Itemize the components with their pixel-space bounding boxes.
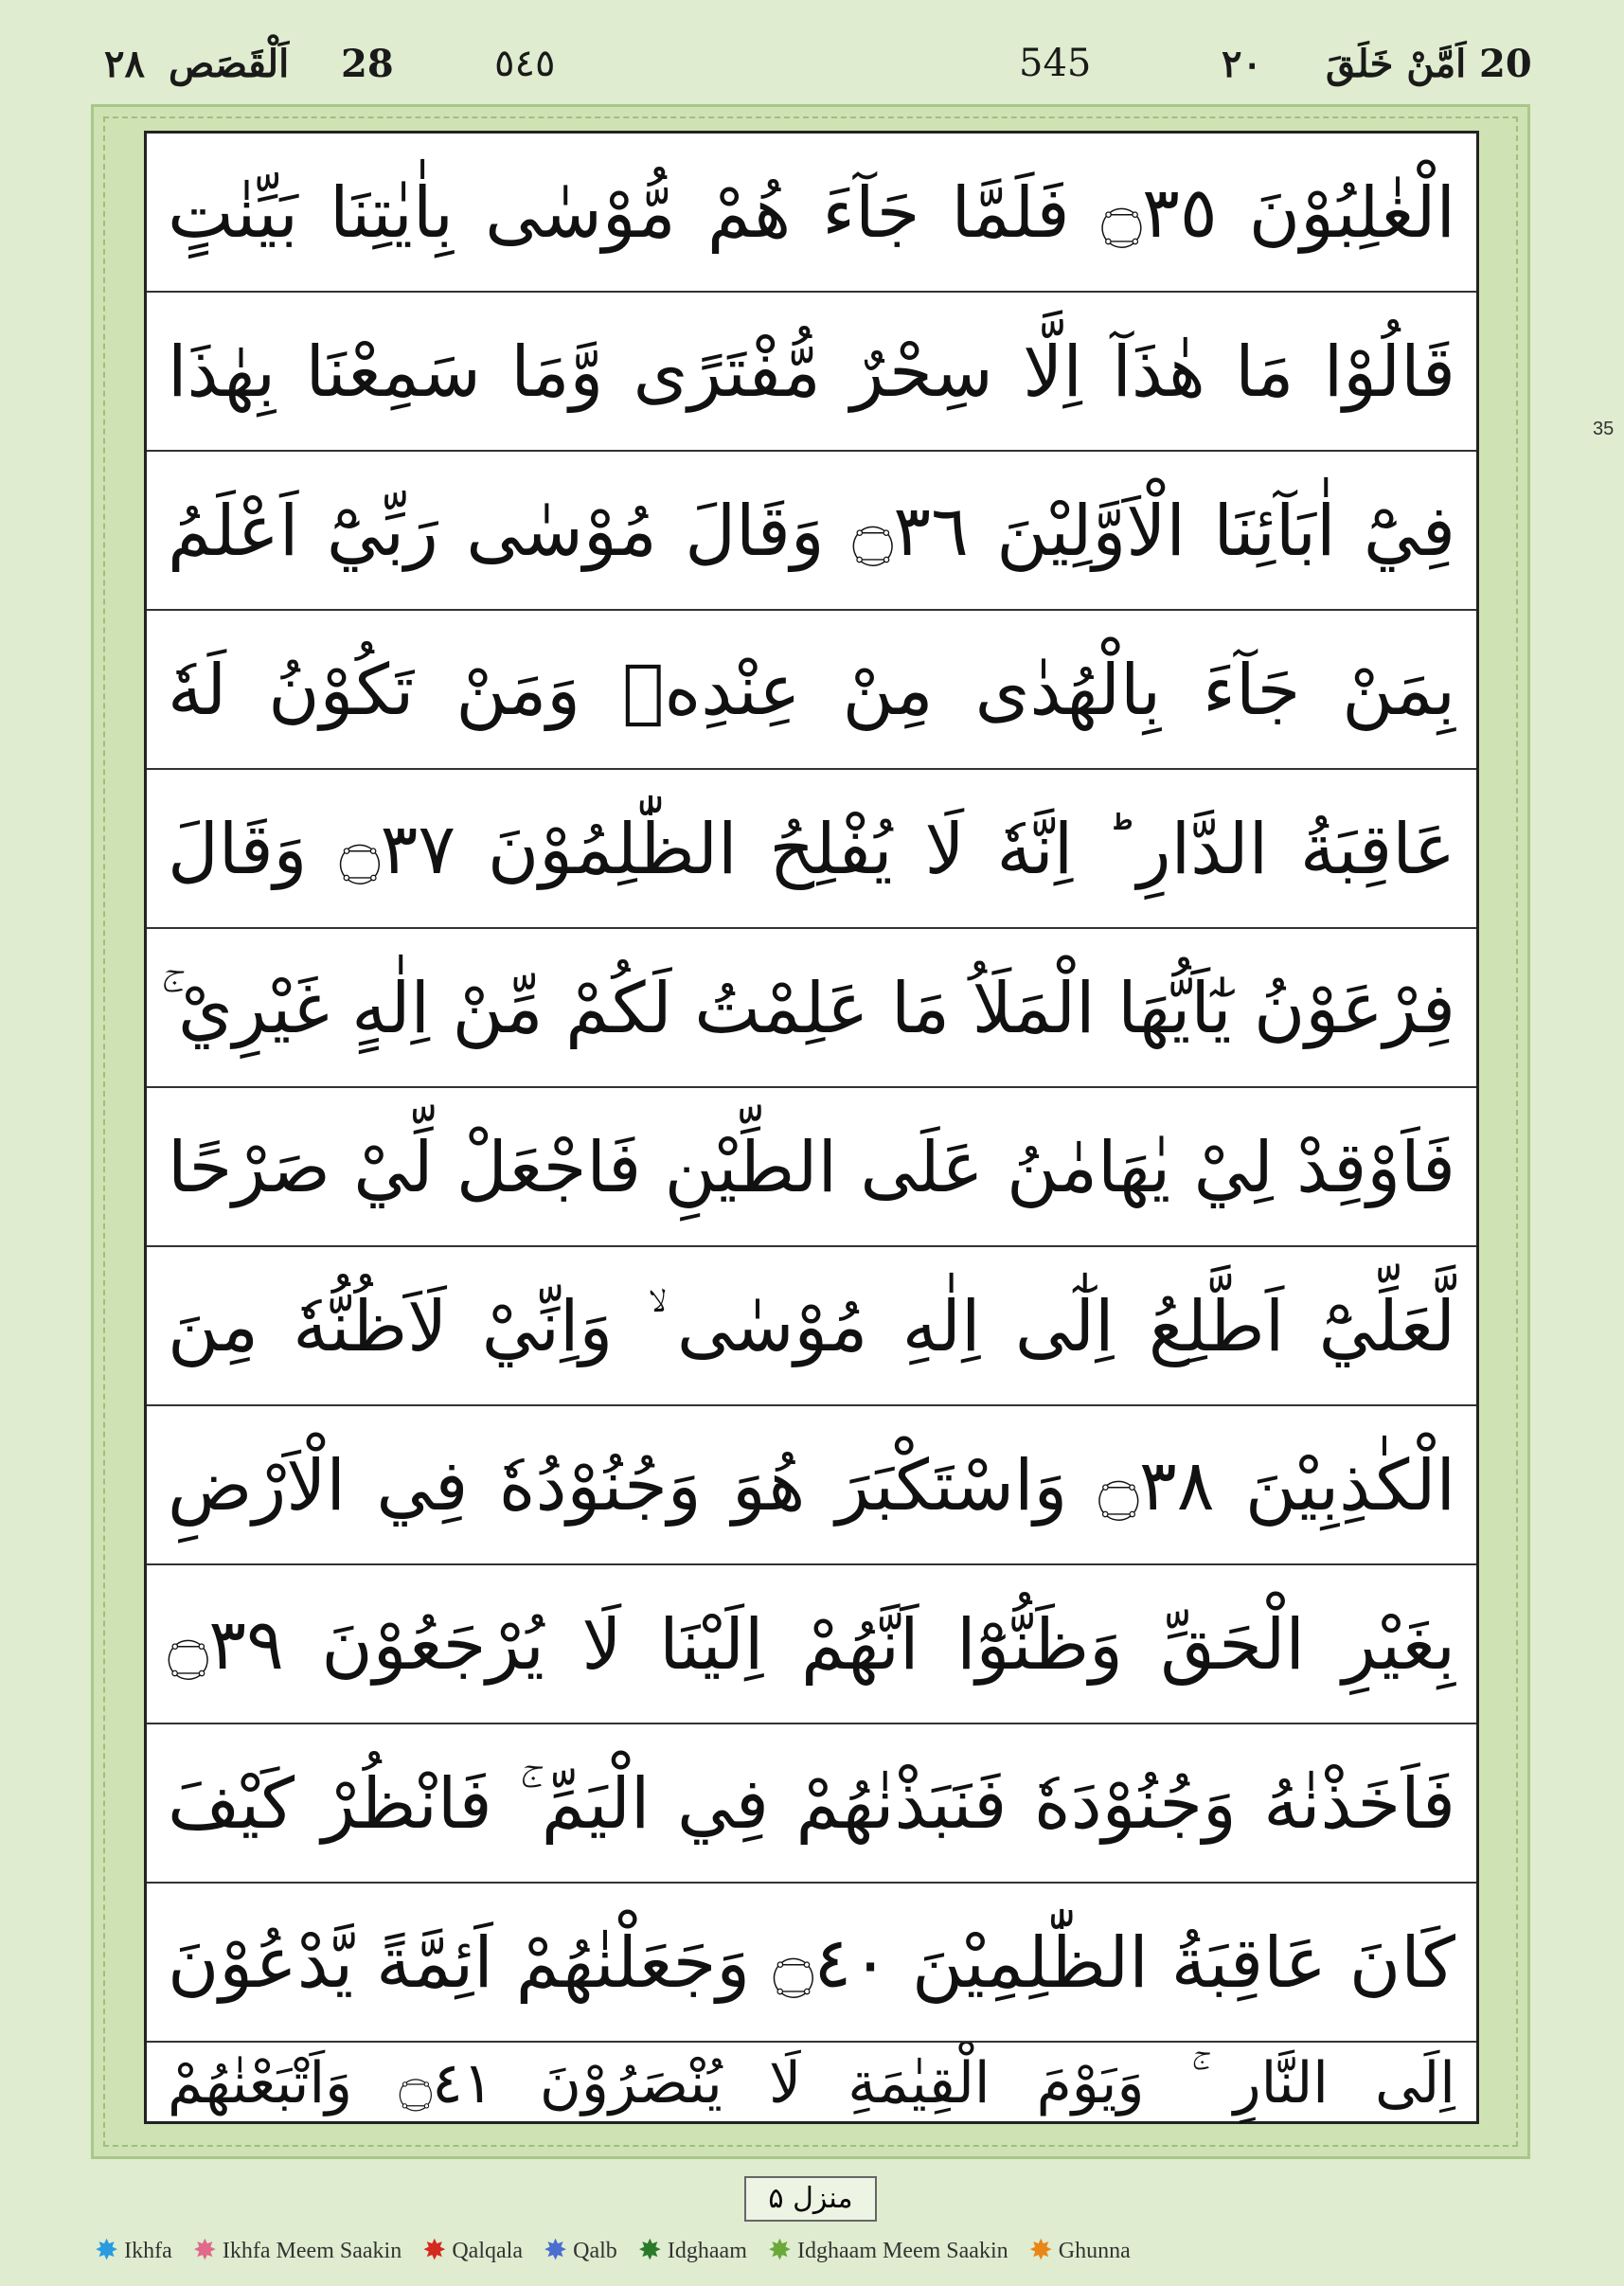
text-line-6: فِرْعَوْنُ يٰٓاَيُّهَا الْمَلَاُ مَا عَلِمْتُ لَكُمْ مِّنْ اِلٰهٍ غَيْرِيْ ۚ bbox=[147, 929, 1476, 1088]
legend-label: Idghaam Meem Saakin bbox=[797, 2238, 1008, 2263]
star-icon: ✸ bbox=[1028, 2235, 1053, 2266]
legend-item-ikhfa-meem-saakin bbox=[193, 2237, 402, 2265]
text-line-9: الْكٰذِبِيْنَ ۝٣٨ وَاسْتَكْبَرَ هُوَ وَجُنُوْدُهٗ فِي الْاَرْضِ bbox=[147, 1406, 1476, 1565]
text-line-13: اِلَى النَّارِ ۚ وَيَوْمَ الْقِيٰمَةِ لَا يُنْصَرُوْنَ ۝٤١ وَاَتْبَعْنٰهُمْ bbox=[168, 2050, 1455, 2116]
page-header bbox=[104, 42, 1532, 98]
quran-text-panel bbox=[144, 131, 1479, 2124]
star-icon: ✸ bbox=[637, 2235, 662, 2266]
surah-name: اَلْقَصَص bbox=[169, 42, 290, 86]
text-line-10: بِغَيْرِ الْحَقِّ وَظَنُّوْٓا اَنَّهُمْ اِلَيْنَا لَا يُرْجَعُوْنَ ۝٣٩ bbox=[147, 1565, 1476, 1724]
legend-item-idghaam-meem-saakin bbox=[768, 2237, 1008, 2265]
text-line-11: فَاَخَذْنٰهُ وَجُنُوْدَهٗ فَنَبَذْنٰهُمْ فِي الْيَمِّ ۚ فَانْظُرْ كَيْفَ bbox=[147, 1724, 1476, 1884]
legend-label: Qalb bbox=[573, 2238, 617, 2263]
text-line-7: فَاَوْقِدْ لِيْ يٰهَامٰنُ عَلَى الطِّيْنِ فَاجْعَلْ لِّيْ صَرْحًا bbox=[147, 1088, 1476, 1247]
star-icon: ✸ bbox=[422, 2235, 447, 2266]
tajweed-legend bbox=[95, 2227, 1553, 2275]
text-line-5: عَاقِبَةُ الدَّارِ ؕ اِنَّهٗ لَا يُفْلِحُ الظّٰلِمُوْنَ ۝٣٧ وَقَالَ bbox=[147, 770, 1476, 929]
legend-label: Qalqala bbox=[452, 2238, 523, 2263]
legend-item-idghaam bbox=[638, 2237, 747, 2265]
surah-arabic-number: ٢٨ bbox=[104, 42, 145, 86]
juz-number: 20 bbox=[1479, 42, 1532, 86]
legend-item-qalqala bbox=[422, 2237, 523, 2265]
legend-item-ikhfa bbox=[95, 2237, 172, 2265]
legend-label: Idghaam bbox=[667, 2238, 747, 2263]
text-line-12: كَانَ عَاقِبَةُ الظّٰلِمِيْنَ ۝٤٠ وَجَعَلْنٰهُمْ اَئِمَّةً يَّدْعُوْنَ bbox=[147, 1884, 1476, 2043]
text-line-2: قَالُوْا مَا هٰذَآ اِلَّا سِحْرٌ مُّفْتَرًى وَّمَا سَمِعْنَا بِهٰذَا bbox=[147, 293, 1476, 452]
juz-arabic-number: ٢٠ bbox=[1222, 42, 1262, 86]
legend-label: Ikhfa bbox=[124, 2238, 172, 2263]
legend-item-ghunna bbox=[1029, 2237, 1131, 2265]
page-arabic-number: ٥٤٥ bbox=[494, 42, 556, 85]
text-line-1: الْغٰلِبُوْنَ ۝٣٥ فَلَمَّا جَآءَ هُمْ مُّوْسٰى بِاٰيٰتِنَا بَيِّنٰتٍ bbox=[147, 134, 1476, 293]
side-number: 35 bbox=[1593, 419, 1615, 439]
star-icon: ✸ bbox=[543, 2235, 568, 2266]
text-line-4: بِمَنْ جَآءَ بِالْهُدٰى مِنْ عِنْدِهٖ وَمَنْ تَكُوْنُ لَهٗ bbox=[147, 611, 1476, 770]
text-line-8: لَّعَلِّيْٓ اَطَّلِعُ اِلٰٓى اِلٰهِ مُوْسٰى ۙ وَاِنِّيْ لَاَظُنُّهٗ مِنَ bbox=[147, 1247, 1476, 1406]
page-number: 545 bbox=[1019, 42, 1092, 85]
legend-label: Ghunna bbox=[1058, 2238, 1131, 2263]
manzil-label: منزل ۵ bbox=[744, 2176, 877, 2222]
legend-label: Ikhfa Meem Saakin bbox=[222, 2238, 402, 2263]
legend-item-qalb bbox=[544, 2237, 617, 2265]
juz-name: اَمَّنْ خَلَقَ bbox=[1326, 42, 1467, 86]
surah-number: 28 bbox=[341, 42, 394, 86]
star-icon: ✸ bbox=[767, 2235, 793, 2266]
star-icon: ✸ bbox=[192, 2235, 217, 2266]
star-icon: ✸ bbox=[95, 2235, 119, 2266]
text-line-3: فِيْٓ اٰبَآئِنَا الْاَوَّلِيْنَ ۝٣٦ وَقَالَ مُوْسٰى رَبِّيْٓ اَعْلَمُ bbox=[147, 452, 1476, 611]
